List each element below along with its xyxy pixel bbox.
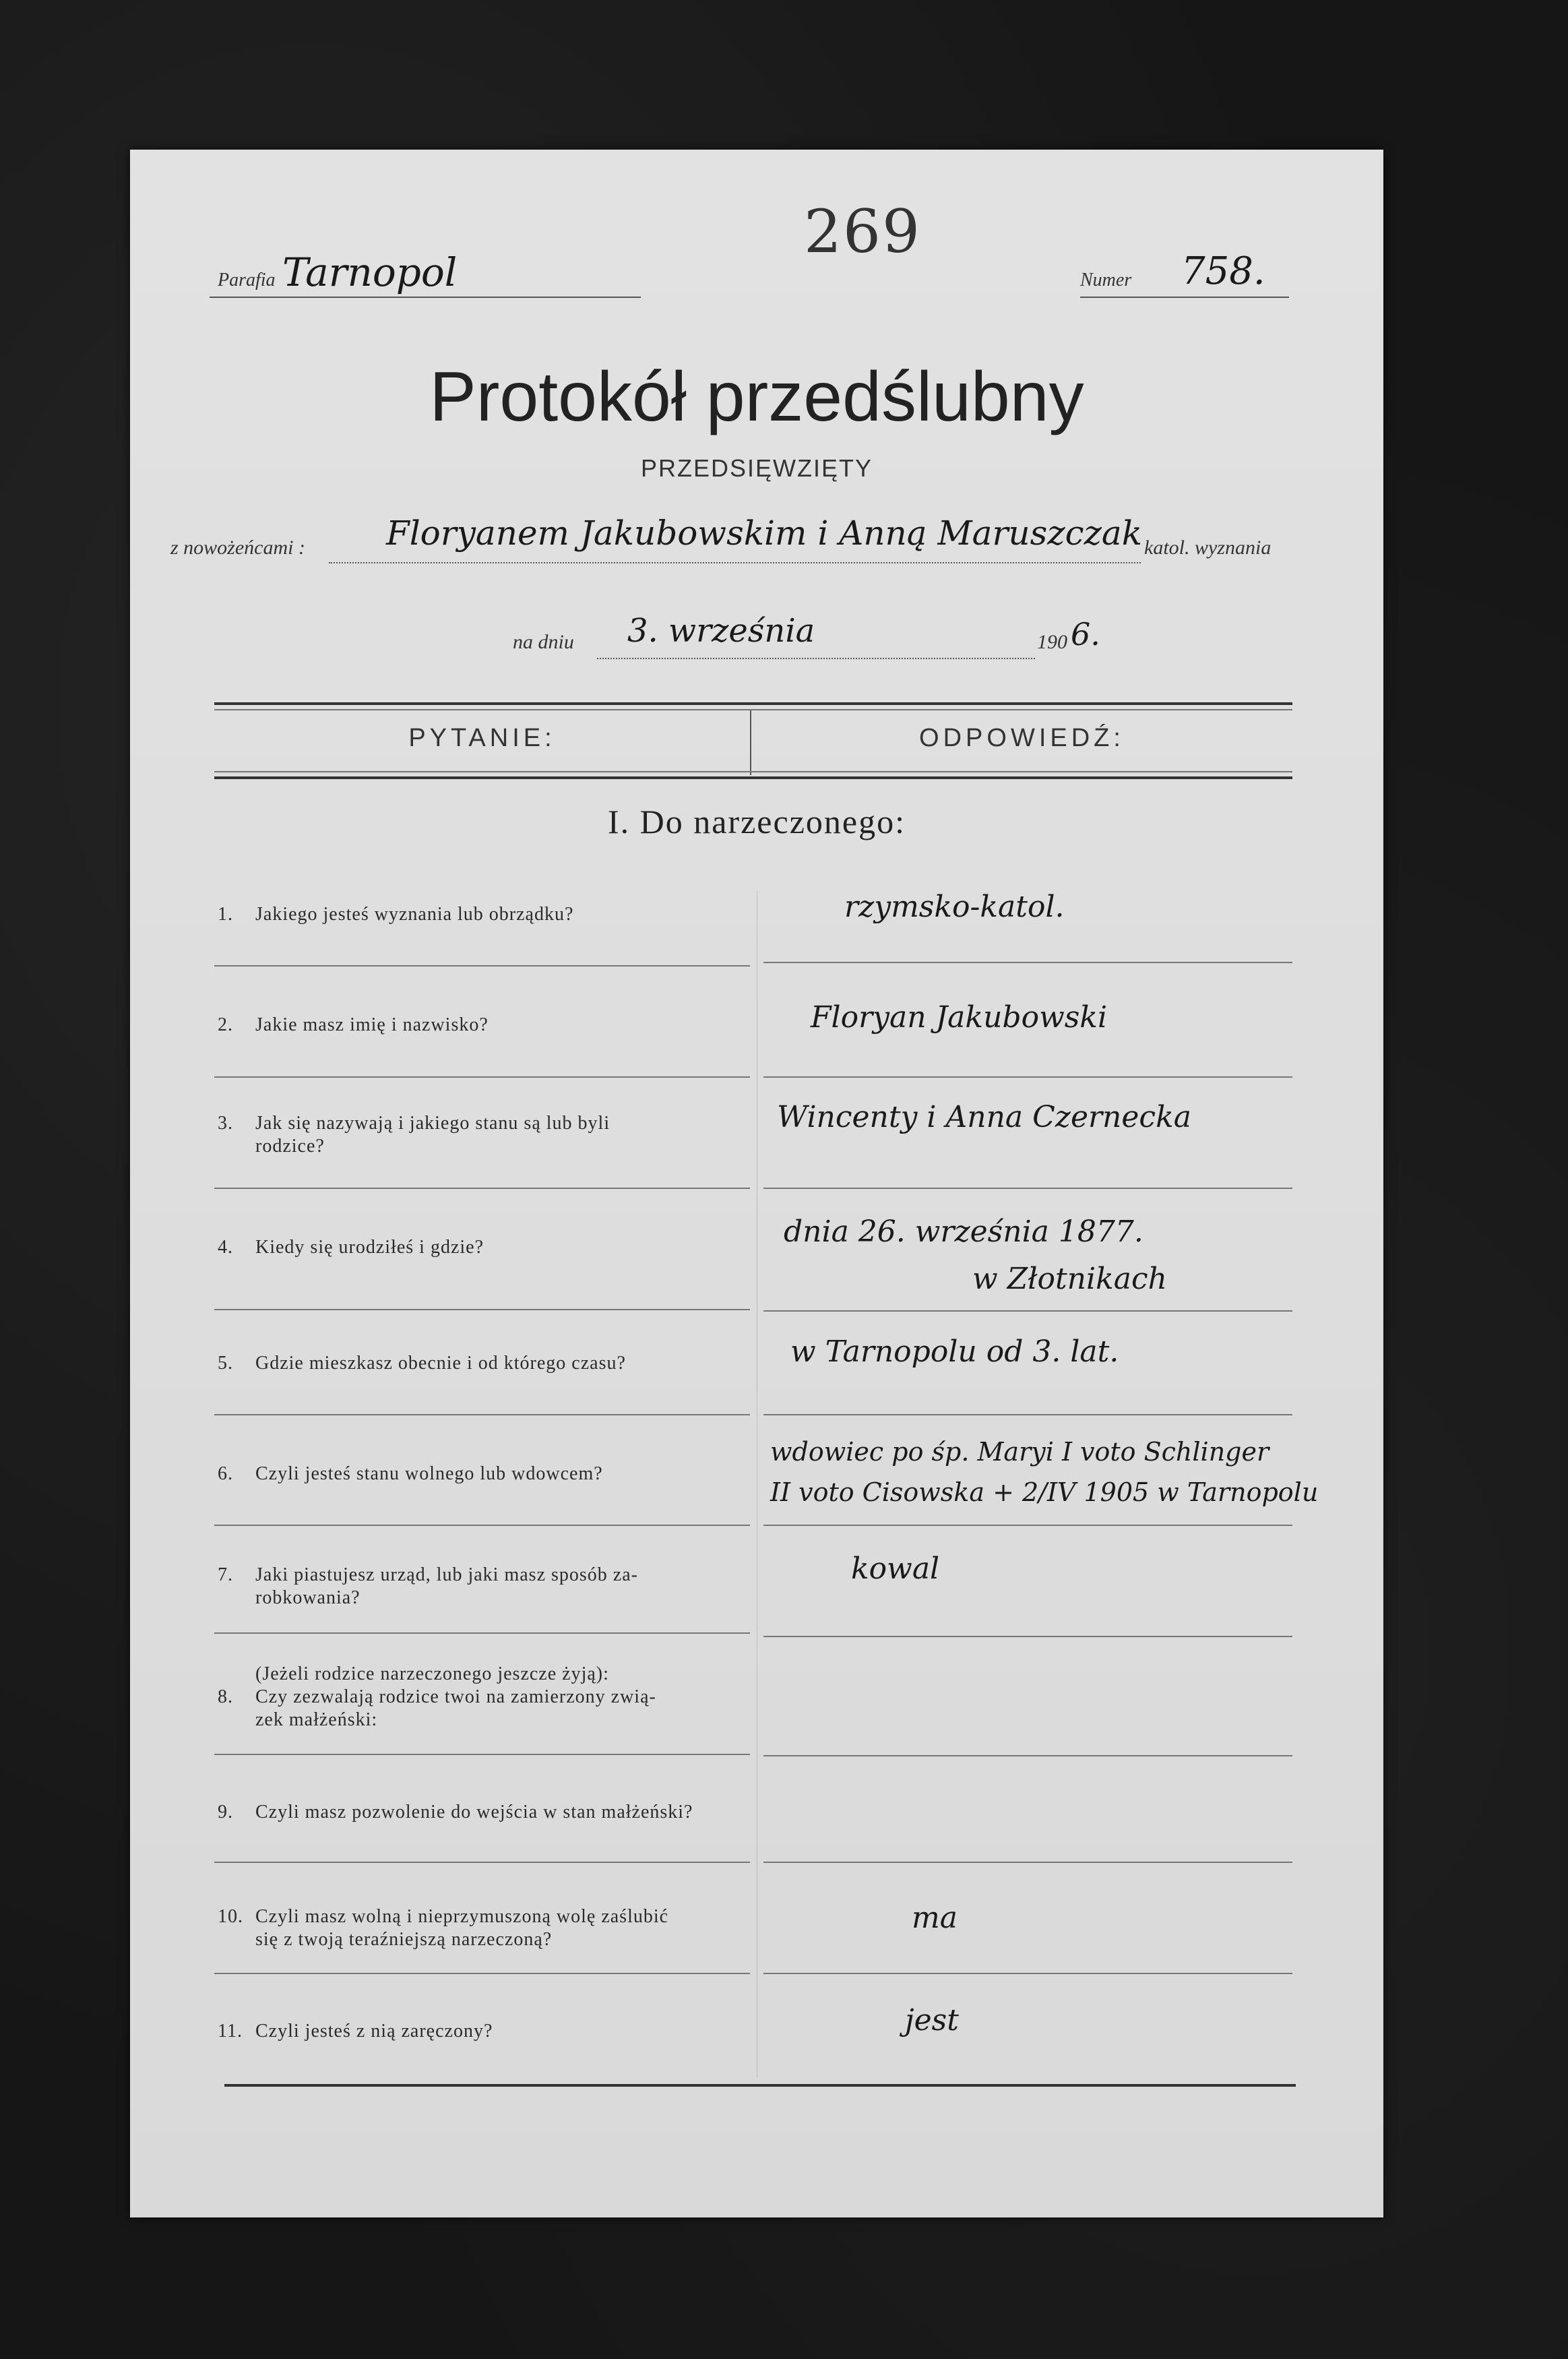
question-3: [218, 1112, 610, 1158]
document-subtitle: PRZEDSIĘWZIĘTY: [640, 454, 873, 482]
numer-label: Numer: [1080, 270, 1132, 290]
question-text: Czyli masz wolną i nieprzymuszoną wolę zaślubić: [255, 1906, 669, 1927]
numer-value: 758.: [1181, 249, 1265, 293]
parafia-label: Parafia: [218, 270, 276, 290]
answer-10: ma: [912, 1901, 958, 1935]
row-divider: [763, 1862, 1292, 1863]
question-number: 9.: [218, 1802, 233, 1822]
row-divider: [214, 1754, 750, 1755]
table-bottom-rule: [224, 2084, 1296, 2087]
question-text: Gdzie mieszkasz obecnie i od którego czasu?: [255, 1353, 626, 1374]
question-number: 5.: [218, 1353, 233, 1374]
question-number: 1.: [218, 904, 233, 925]
row-divider: [763, 962, 1292, 963]
answer-11: jest: [905, 2003, 959, 2038]
document-title: Protokół przedślubny: [429, 358, 1084, 436]
question-text: Jakie masz imię i nazwisko?: [255, 1014, 489, 1035]
row-divider: [763, 1414, 1292, 1415]
question-6: [218, 1463, 603, 1485]
question-number: 4.: [218, 1237, 233, 1258]
archive-number: 269: [804, 197, 921, 266]
row-divider: [214, 1525, 750, 1526]
question-list: [130, 150, 1383, 2217]
question-number: 3.: [218, 1113, 233, 1134]
question-8: [218, 1663, 656, 1732]
answer-1: rzymsko-katol.: [844, 890, 1065, 924]
row-divider: [214, 1632, 750, 1634]
question-text: Jakiego jesteś wyznania lub obrządku?: [255, 904, 574, 925]
question-5: [218, 1352, 626, 1375]
answer-2: Floryan Jakubowski: [811, 1000, 1108, 1035]
question-text: Kiedy się urodziłeś i gdzie?: [255, 1237, 484, 1258]
row-divider: [214, 1309, 750, 1310]
question-text-cont: się z twoją teraźniejszą narzeczoną?: [255, 1929, 553, 1950]
answer-6-cont: II voto Cisowska + 2/IV 1905 w Tarnopolu: [770, 1477, 1319, 1507]
question-text: Czyli jesteś stanu wolnego lub wdowcem?: [255, 1463, 603, 1484]
question-text: Jak się nazywają i jakiego stanu są lub byli: [255, 1113, 610, 1134]
row-divider: [214, 1076, 750, 1078]
question-text: Jaki piastujesz urząd, lub jaki masz sposób za-: [255, 1564, 638, 1585]
question-9: [218, 1801, 693, 1824]
question-number: 8.: [218, 1686, 233, 1707]
answer-7: kowal: [851, 1552, 940, 1586]
question-text: Czyli jesteś z nią zaręczony?: [255, 2021, 493, 2042]
column-header-answer: ODPOWIEDŹ:: [919, 724, 1125, 752]
row-divider: [214, 965, 750, 967]
answer-5: w Tarnopolu od 3. lat.: [790, 1335, 1119, 1369]
question-1: [218, 903, 573, 926]
section-title: I. Do narzeczonego:: [608, 803, 906, 840]
row-divider: [763, 1076, 1292, 1078]
row-divider: [763, 1310, 1292, 1312]
row-divider: [763, 1636, 1292, 1637]
question-11: [218, 2020, 493, 2043]
question-7: [218, 1564, 638, 1610]
answer-3: Wincenty i Anna Czernecka: [777, 1100, 1191, 1134]
answer-4-cont: w Złotnikach: [972, 1262, 1167, 1296]
question-number: 11.: [218, 2021, 243, 2042]
row-divider: [763, 1525, 1292, 1526]
question-10: [218, 1905, 668, 1951]
couple-suffix: katol. wyznania: [1144, 537, 1272, 559]
question-number: 6.: [218, 1463, 233, 1484]
answer-4: dnia 26. września 1877.: [784, 1215, 1143, 1249]
document-page: [130, 150, 1383, 2217]
question-text: Czyli masz pozwolenie do wejścia w stan małżeński?: [255, 1802, 693, 1822]
row-divider: [763, 1973, 1292, 1974]
date-value: 3. września: [627, 612, 815, 650]
column-header-question: PYTANIE:: [408, 724, 556, 752]
couple-prefix: z nowożeńcami :: [170, 537, 305, 559]
row-divider: [214, 1414, 750, 1415]
question-2: [218, 1014, 489, 1037]
row-divider: [214, 1188, 750, 1189]
date-label: na dniu: [513, 631, 574, 653]
row-divider: [763, 1188, 1292, 1189]
question-number: 2.: [218, 1014, 233, 1035]
question-text-cont: rodzice?: [255, 1136, 325, 1157]
question-text: Czy zezwalają rodzice twoi na zamierzony zwią-: [255, 1686, 656, 1707]
question-text-note: (Jeżeli rodzice narzeczonego jeszcze żyją):: [255, 1663, 609, 1684]
question-number: 10.: [218, 1906, 243, 1927]
couple-names: Floryanem Jakubowskim i Anną Maruszczak: [386, 514, 1143, 553]
date-year-suffix: 6.: [1071, 616, 1100, 652]
parafia-value: Tarnopol: [282, 249, 458, 295]
question-text-cont: robkowania?: [255, 1587, 360, 1608]
row-divider: [214, 1862, 750, 1863]
row-divider: [763, 1755, 1292, 1756]
question-4: [218, 1236, 484, 1259]
row-divider: [214, 1973, 750, 1974]
question-number: 7.: [218, 1564, 233, 1585]
question-text-cont: zek małżeński:: [255, 1709, 378, 1730]
date-year-prefix: 190: [1037, 631, 1067, 653]
answer-6: wdowiec po śp. Maryi I voto Schlinger: [770, 1437, 1269, 1467]
